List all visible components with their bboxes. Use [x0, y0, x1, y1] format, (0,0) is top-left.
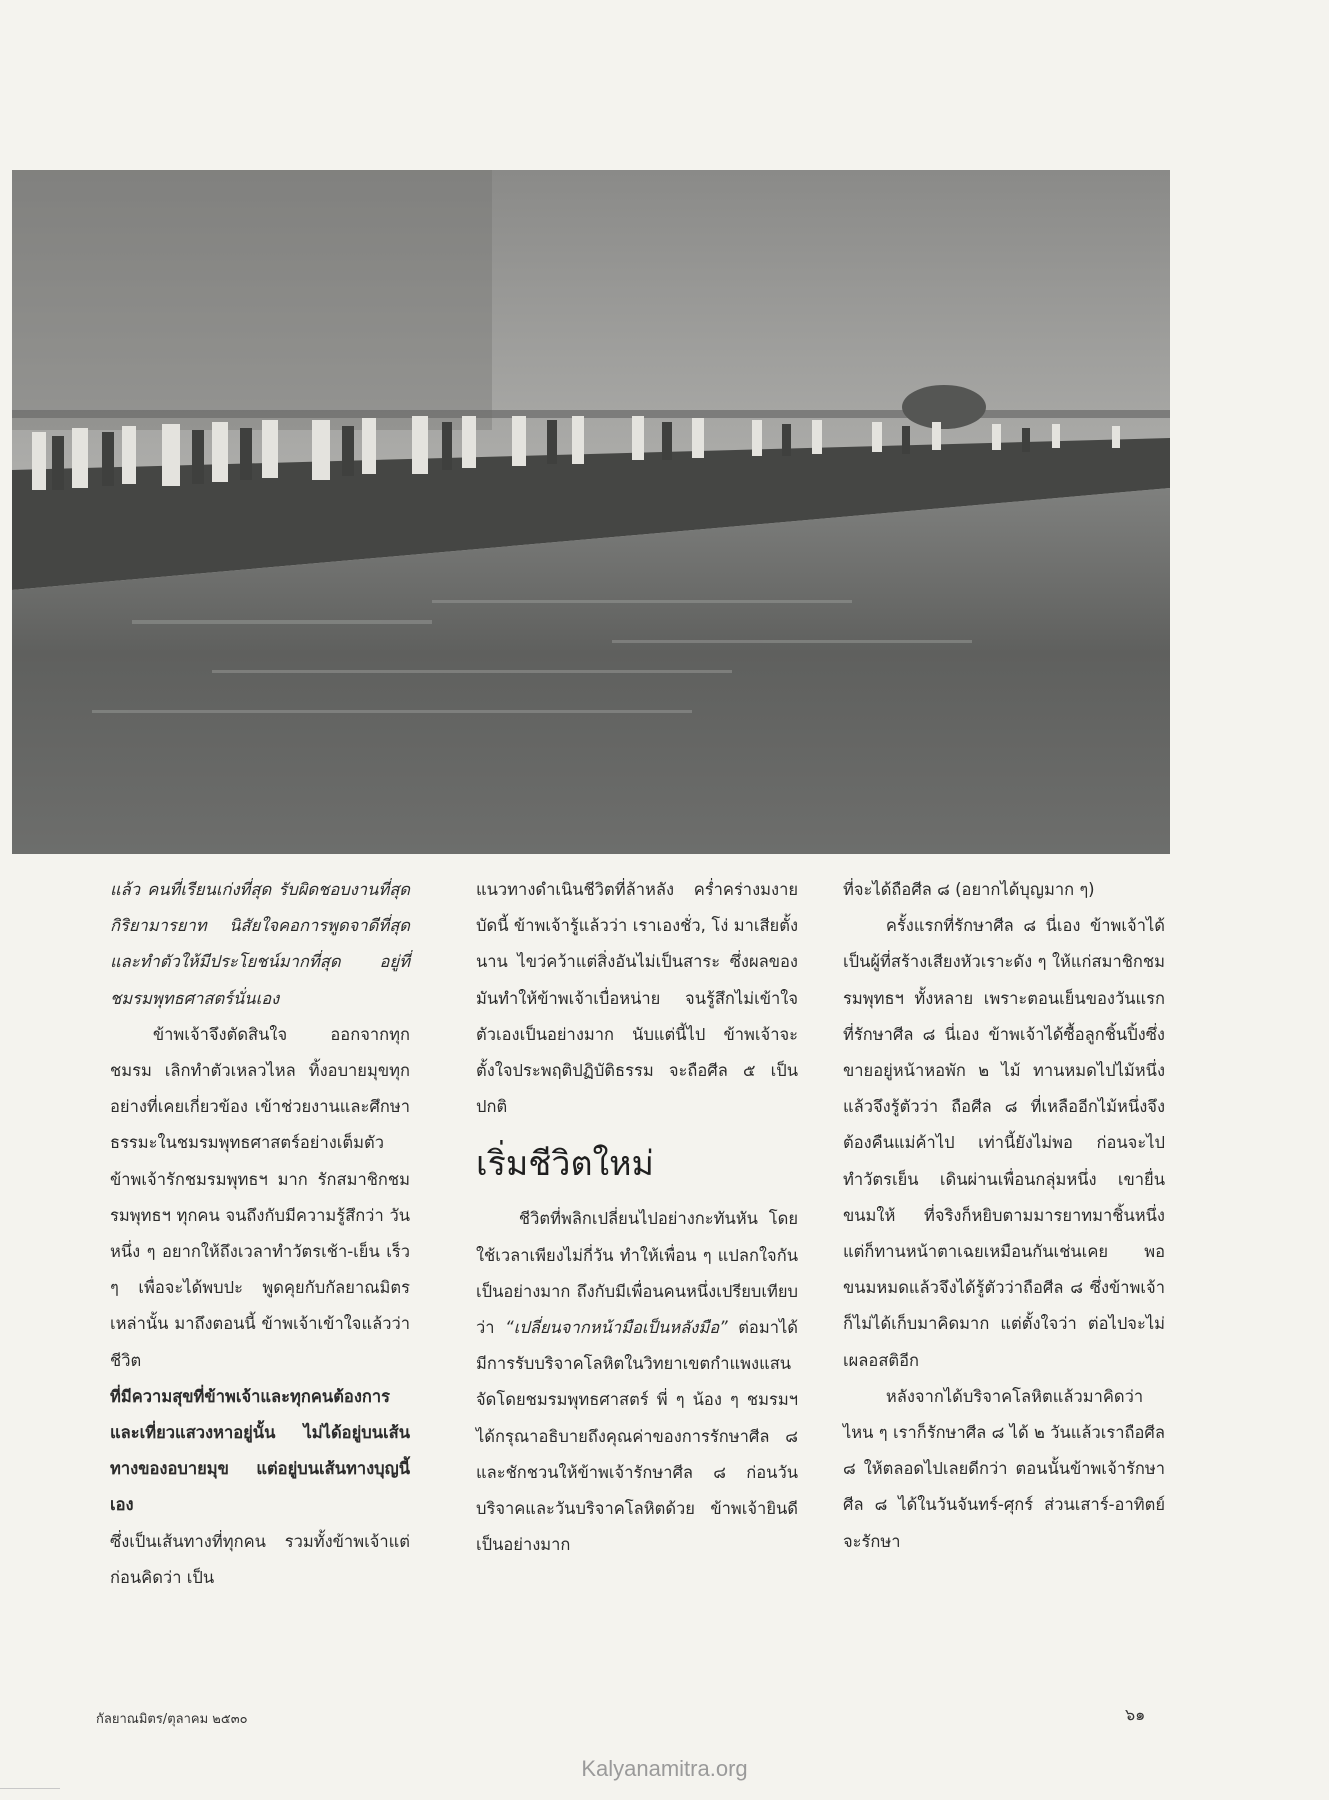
paragraph-text: ชีวิตที่พลิกเปลี่ยนไปอย่างกะทันหัน โดยใช้เวลาเพียงไม่กี่วัน ทำให้เพื่อน ๆ แปลกใจกันเป็นอย่างมาก ถึงกับมีเพื่อนคนหนึ่งเปรียบเทียบว่า [476, 1209, 798, 1338]
divider [0, 1788, 60, 1789]
section-heading: เริ่มชีวิตใหม่ [476, 1144, 654, 1185]
article-photo [12, 170, 1170, 854]
paragraph: หลังจากได้บริจาคโลหิตแล้วมาคิดว่า ไหน ๆ เราก็รักษาศีล ๘ ได้ ๒ วันแล้วเราถือศีล ๘ ให้ตลอดไปเลยดีกว่า ตอนนั้นข้าพเจ้ารักษาศีล ๘ ได้ในวันจันทร์-ศุกร์ ส่วนเสาร์-อาทิตย์ จะรักษา [843, 1386, 1165, 1551]
paragraph: แล้ว คนที่เรียนเก่งที่สุด รับผิดชอบงานที่สุด กิริยามารยาท นิสัยใจคอการพูดจาดีที่สุดและทำตัวให้มีประโยชน์มากที่สุด อยู่ที่ชมรมพุทธศาสตร์นั่นเอง [110, 880, 410, 1008]
paragraph: ข้าพเจ้าจึงตัดสินใจ ออกจากทุกชมรม เลิกทำตัวเหลวไหล ทิ้งอบายมุขทุกอย่างที่เคยเกี่ยวข้อง เข้าช่วยงานและศึกษาธรรมะในชมรมพุทธศาสตร์อย่างเต็มตัว ข้าพเจ้ารักชมรมพุทธฯ มาก รักสมาชิกชมรมพุทธฯ ทุกคน จนถึงกับมีความรู้สึกว่า วันหนึ่ง ๆ อยากให้ถึงเวลาทำวัตรเช้า-เย็น เร็ว ๆ เพื่อจะได้พบปะ พูดคุยกับกัลยาณมิตรเหล่านั้น มาถึงตอนนี้ ข้าพเจ้าเข้าใจแล้วว่า ชีวิต [110, 1024, 410, 1370]
paragraph: ครั้งแรกที่รักษาศีล ๘ นี่เอง ข้าพเจ้าได้เป็นผู้ที่สร้างเสียงหัวเราะดัง ๆ ให้แก่สมาชิกชมรมพุทธฯ ทั้งหลาย เพราะตอนเย็นของวันแรกที่รักษาศีล ๘ นี่เอง ข้าพเจ้าได้ซื้อลูกชิ้นปิ้งซึ่งขายอยู่หน้าหอพัก ๒ ไม้ ทานหมดไปไม้หนึ่งแล้วจึงรู้ตัวว่า ถือศีล ๘ ที่เหลืออีกไม้หนึ่งจึงต้องคืนแม่ค้าไป เท่านี้ยังไม่พอ ก่อนจะไปทำวัตรเย็น เดินผ่านเพื่อนกลุ่มหนึ่ง เขายื่นขนมให้ ที่จริงก็หยิบตามมารยาทมาชิ้นหนึ่ง แต่ก็ทานหน้าตาเฉยเหมือนกันเช่นเคย พอขนมหมดแล้วจึงได้รู้ตัวว่าถือศีล ๘ ซึ่งข้าพเจ้าก็ไม่ได้เก็บมาคิดมาก แต่ตั้งใจว่า ต่อไปจะไม่เผลอสติอีก [843, 916, 1165, 1370]
article-column-1 [110, 872, 410, 1596]
page-number: ๖๑ [1125, 1705, 1146, 1724]
footer-publication: กัลยาณมิตร/ตุลาคม ๒๕๓๐ [96, 1712, 248, 1727]
paragraph: ที่จะได้ถือศีล ๘ (อยากได้บุญมาก ๆ) [843, 880, 1095, 899]
photo-monks-walking-by-water-icon [12, 170, 1170, 854]
quote: “เปลี่ยนจากหน้ามือเป็นหลังมือ” [505, 1318, 728, 1338]
paragraph: ที่มีความสุขที่ข้าพเจ้าและทุกคนต้องการและเที่ยวแสวงหาอยู่นั้น ไม่ได้อยู่บนเส้นทางของอบายมุข แต่อยู่บนเส้นทางบุญนี้เอง [110, 1386, 410, 1515]
paragraph: ซึ่งเป็นเส้นทางที่ทุกคน รวมทั้งข้าพเจ้าแต่ก่อนคิดว่า เป็น [110, 1531, 410, 1587]
watermark: Kalyanamitra.org [581, 1756, 748, 1781]
paragraph: แนวทางดำเนินชีวิตที่ล้าหลัง คร่ำคร่างมงาย บัดนี้ ข้าพเจ้ารู้แล้วว่า เราเองชั่ว, โง่ มาเสียตั้งนาน ไขว่คว้าแต่สิ่งอันไม่เป็นสาระ ซึ่งผลของมันทำให้ข้าพเจ้าเบื่อหน่าย จนรู้สึกไม่เข้าใจตัวเองเป็นอย่างมาก นับแต่นี้ไป ข้าพเจ้าจะตั้งใจประพฤติปฏิบัติธรรม จะถือศีล ๕ เป็นปกติ [476, 880, 798, 1117]
paragraph [476, 1201, 798, 1563]
paragraph-text: ต่อมาได้มีการรับบริจาคโลหิตในวิทยาเขตกำแพงแสน จัดโดยชมรมพุทธศาสตร์ พี่ ๆ น้อง ๆ ชมรมฯ ได้กรุณาอธิบายถึงคุณค่าของการรักษาศีล ๘ และชักชวนให้ข้าพเจ้ารักษาศีล ๘ ก่อนวันบริจาคและวันบริจาคโลหิตด้วย ข้าพเจ้ายินดีเป็นอย่างมาก [476, 1318, 798, 1555]
article-column-2 [476, 872, 798, 1563]
article-column-3 [843, 872, 1165, 1560]
